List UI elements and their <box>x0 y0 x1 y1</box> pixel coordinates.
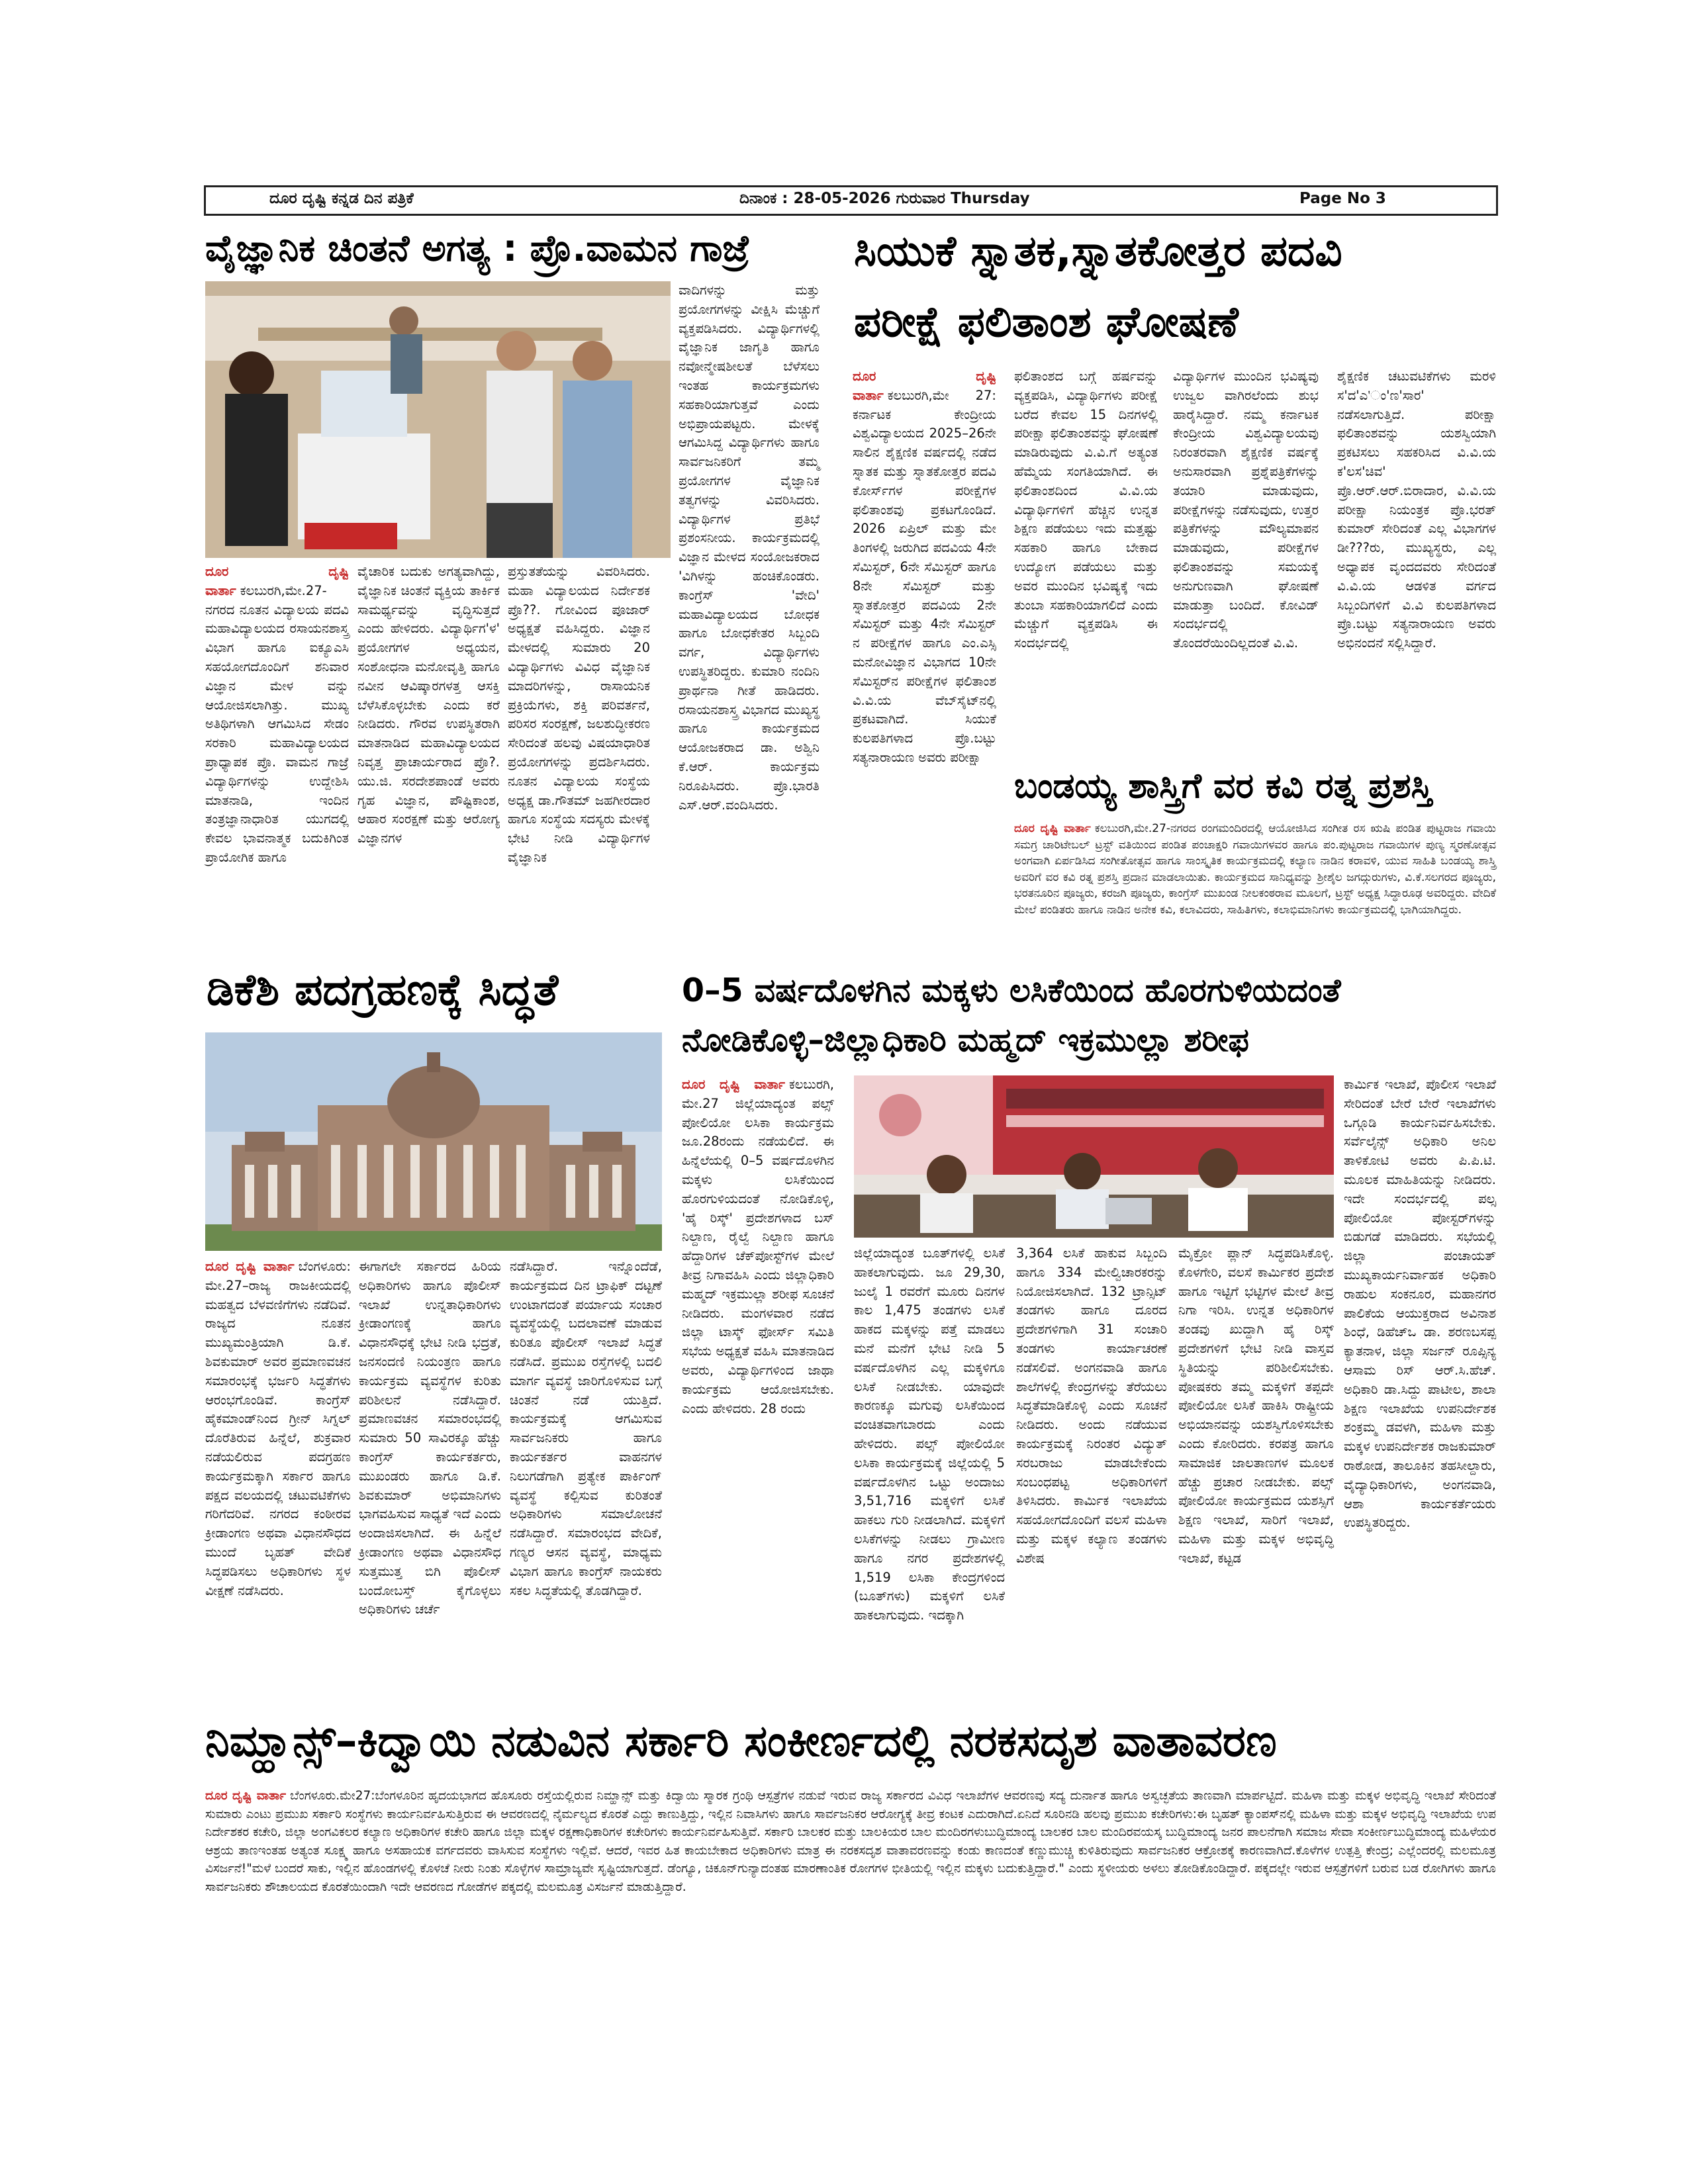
story2-column-4: ಶೈಕ್ಷಣಿಕ ಚಟುವಟಿಕೆಗಳು ಮರಳಿ ಸ'ದ'ಎ'ಂ'ಣ'ಸಾರ' ನಡೆಸಲಾಗುತ್ತಿದೆ. ಪರೀಕ್ಷಾ ಫಲಿತಾಂಶವನ್ನು ಯಶಸ್ವಿಯಾಗಿ ಪ್ರಕಟಿಸಲು ಸಹಕರಿಸಿದ ವಿ.ವಿ.ಯ ಕ'ಲಸ'ಚಿವ' ಪ್ರೊ.ಆರ್.ಆರ್.ಬಿರಾದಾರ, ವಿ.ವಿ.ಯ ಪರೀಕ್ಷಾ ನಿಯಂತ್ರಕ ಪ್ರೊ.ಭರತ್ ಕುಮಾರ್ ಸೇರಿದಂತೆ ಎಲ್ಲ ವಿಭಾಗಗಳ ಡೀ???ರು, ಮುಖ್ಯಸ್ಥರು, ಎಲ್ಲ ಅಧ್ಯಾಪಕ ವೃಂದದವರು ಸೇರಿದಂತೆ ವಿ.ವಿ.ಯ ಆಡಳಿತ ವರ್ಗದ ಸಿಬ್ಬಂದಿಗಳಿಗೆ ವಿ.ವಿ ಕುಲಪತಿಗಳಾದ ಪ್ರೊ.ಬಟ್ಟು ಸತ್ಯನಾರಾಯಣ ಅವರು ಅಭಿನಂದನೆ ಸಲ್ಲಿಸಿದ್ದಾರೆ. <box>1337 369 1496 651</box>
issue-date: ದಿನಾಂಕ : 28-05-2026 ಗುರುವಾರ Thursday <box>739 190 1030 207</box>
story3-body-text: ಕಲಬುರಗಿ,ಮೇ.27-ನಗರದ ರಂಗಮಂದಿರದಲ್ಲಿ ಆಯೋಜಿಸಿದ ಸಂಗೀತ ರಸ ಋಷಿ ಪಂಡಿತ ಪುಟ್ಟರಾಜ ಗವಾಯಿ ಸಮಗ್ರ ಚಾರಿಟೇಬಲ್ ಟ್ರಸ್ಟ್ ವತಿಯಿಂದ ಪಂಡಿತ ಪಂಚಾಕ್ಷರಿ ಗವಾಯಿಗಳವರ ಹಾಗೂ ಪಂ.ಪುಟ್ಟರಾಜ ಗವಾಯಿಗಳ ಪುಣ್ಯ ಸ್ಮರಣೋತ್ಸವ ಅಂಗವಾಗಿ ಏರ್ಪಡಿಸಿದ ಸಂಗೀತೋತ್ಸವ ಹಾಗೂ ಸಾಂಸ್ಕೃತಿಕ ಕಾರ್ಯಕ್ರಮದಲ್ಲಿ ಕಲ್ಯಾಣ ನಾಡಿನ ಕರಾವಳಿ, ಯುವ ಸಾಹಿತಿ ಬಂಡಯ್ಯ ಶಾಸ್ತ್ರಿ ಅವರಿಗೆ ವರ ಕವಿ ರತ್ನ ಪ್ರಶಸ್ತಿ ಪ್ರದಾನ ಮಾಡಲಾಯಿತು. ಕಾರ್ಯಕ್ರಮದ ಸಾನಿಧ್ಯವನ್ನು ಶ್ರೀಶೈಲ ಜಗದ್ಗುರುಗಳು, ವಿ.ಕೆ.ಸಲಗರದ ಪೂಜ್ಯರು, ಭರತನೂರಿನ ಪೂಜ್ಯರು, ಕರಜಗಿ ಪೂಜ್ಯರು, ಕಾಂಗ್ರೆಸ್ ಮುಖಂಡ ನೀಲಕಂಠರಾವ ಮೂಲಗೆ, ಟ್ರಸ್ಟ್ ಅಧ್ಯಕ್ಷ ಸಿದ್ಧಾರೂಢ ಅವರಿದ್ದರು. ವೇದಿಕೆ ಮೇಲೆ ಪಂಡಿತರು ಹಾಗೂ ನಾಡಿನ ಅನೇಕ ಕವಿ, ಕಲಾವಿದರು, ಸಾಹಿತಿಗಳು, ಕಲಾಭಿಮಾನಿಗಳು ಕಾರ್ಯಕ್ರಮದಲ್ಲಿ ಭಾಗಿಯಾಗಿದ್ದರು. <box>1014 822 1497 917</box>
story6-byline: ದೂರ ದೃಷ್ಟಿ ವಾರ್ತಾ <box>205 1789 287 1803</box>
story2-headline-line2: ಪರೀಕ್ಷೆ ಫಲಿತಾಂಶ ಘೋಷಣೆ <box>854 298 1239 347</box>
story6-headline: ನಿಮ್ಹಾನ್ಸ್–ಕಿದ್ವಾಯಿ ನಡುವಿನ ಸರ್ಕಾರಿ ಸಂಕೀರ್ಣದಲ್ಲಿ ನರಕಸದೃಶ ವಾತಾವರಣ <box>205 1715 1277 1766</box>
story2-byline: ದೂರ ದೃಷ್ಟಿ ವಾರ್ತಾ <box>853 369 996 403</box>
story5-column-1: ಜಿಲ್ಲೆಯಾದ್ಯಂತ ಬೂತ್‌ಗಳಲ್ಲಿ ಲಸಿಕೆ ಹಾಕಲಾಗುವುದು. ಜೂ 29,30, ಜುಲೈ 1 ರವರೆಗೆ ಮೂರು ದಿನಗಳ ಕಾಲ 1,475 ತಂಡಗಳು ಲಸಿಕೆ ಹಾಕದ ಮಕ್ಕಳನ್ನು ಪತ್ತೆ ಮಾಡಲು ಮನೆ ಮನೆಗೆ ಭೇಟಿ ನೀಡಿ 5 ವರ್ಷದೊಳಗಿನ ಎಲ್ಲ ಮಕ್ಕಳಿಗೂ ಲಸಿಕೆ ನೀಡಬೇಕು. ಯಾವುದೇ ಕಾರಣಕ್ಕೂ ಮಗುವು ಲಸಿಕೆಯಿಂದ ವಂಚಿತವಾಗಬಾರದು ಎಂದು ಹೇಳಿದರು. ಪಲ್ಸ್ ಪೋಲಿಯೋ ಲಸಿಕಾ ಕಾರ್ಯಕ್ರಮಕ್ಕೆ ಜಿಲ್ಲೆಯಲ್ಲಿ 5 ವರ್ಷದೊಳಗಿನ ಒಟ್ಟು ಅಂದಾಜು 3,51,716 ಮಕ್ಕಳಿಗೆ ಲಸಿಕೆ ಹಾಕಲು ಗುರಿ ನೀಡಲಾಗಿದೆ. ಮಕ್ಕಳಿಗೆ ಲಸಿಕೆಗಳನ್ನು ನೀಡಲು ಗ್ರಾಮೀಣ ಹಾಗೂ ನಗರ ಪ್ರದೇಶಗಳಲ್ಲಿ 1,519 ಲಸಿಕಾ ಕೇಂದ್ರಗಳಿಂದ (ಬೂತ್‌ಗಳು) ಮಕ್ಕಳಿಗೆ ಲಸಿಕೆ ಹಾಕಲಾಗುವುದು. ಇದಕ್ಕಾಗಿ <box>854 1246 1005 1623</box>
vidhana-soudha-photo <box>205 1032 662 1251</box>
page-number: Page No 3 <box>1299 190 1386 207</box>
story2-column-1 <box>853 367 996 953</box>
story2-column-2: ಫಲಿತಾಂಶದ ಬಗ್ಗೆ ಹರ್ಷವನ್ನು ವ್ಯಕ್ತಪಡಿಸಿ, ವಿದ್ಯಾರ್ಥಿಗಳು ಪರೀಕ್ಷೆ ಬರೆದ ಕೇವಲ 15 ದಿನಗಳಲ್ಲಿ ಪರೀಕ್ಷಾ ಫಲಿತಾಂಶವನ್ನು ಘೋಷಣೆ ಮಾಡಿರುವುದು ವಿ.ವಿ.ಗೆ ಅತ್ಯಂತ ಹೆಮ್ಮೆಯ ಸಂಗತಿಯಾಗಿದೆ. ಈ ಫಲಿತಾಂಶದಿಂದ ವಿ.ವಿ.ಯ ವಿದ್ಯಾರ್ಥಿಗಳಿಗೆ ಹೆಚ್ಚಿನ ಉನ್ನತ ಶಿಕ್ಷಣ ಪಡೆಯಲು ಇದು ಮತ್ತಷ್ಟು ಸಹಕಾರಿ ಹಾಗೂ ಬೇಕಾದ ಉದ್ಯೋಗ ಪಡೆಯಲು ಮತ್ತು ಅವರ ಮುಂದಿನ ಭವಿಷ್ಯಕ್ಕೆ ಇದು ತುಂಬಾ ಸಹಕಾರಿಯಾಗಲಿದೆ ಎಂದು ಮೆಚ್ಚುಗೆ ವ್ಯಕ್ತಪಡಿಸಿ ಈ ಸಂದರ್ಭದಲ್ಲಿ <box>1014 369 1158 651</box>
story5-headline-line2: ನೋಡಿಕೊಳ್ಳಿ–ಜಿಲ್ಲಾಧಿಕಾರಿ ಮಹ್ಮದ್ ಇಕ್ರಮುಲ್ಲಾ ಶರೀಫ <box>682 1021 1249 1059</box>
story5-photo-side-spacer <box>1178 1075 1334 1241</box>
story1-column-1 <box>205 563 349 953</box>
story6-body-text: ಬೆಂಗಳೂರು.ಮೇ27:ಬೆಂಗಳೂರಿನ ಹೃದಯಭಾಗದ ಹೊಸೂರು ರಸ್ತೆಯಲ್ಲಿರುವ ನಿಮ್ಹಾನ್ಸ್ ಮತ್ತು ಕಿದ್ವಾಯಿ ಸ್ಮಾರಕ ಗ್ರಂಥಿ ಆಸ್ಪತ್ರೆಗಳ ನಡುವೆ ಇರುವ ರಾಜ್ಯ ಸರ್ಕಾರದ ವಿವಿಧ ಇಲಾಖೆಗಳ ಆವರಣವು ಸದ್ಯ ದುರ್ನಾತ ಹಾಗೂ ಅಸ್ವಚ್ಛತೆಯ ತಾಣವಾಗಿ ಮಾರ್ಪಟ್ಟಿದೆ. ಮಹಿಳಾ ಮತ್ತು ಮಕ್ಕಳ ಅಭಿವೃದ್ಧಿ ಇಲಾಖೆ ಸೇರಿದಂತೆ ಸುಮಾರು ಎಂಟು ಪ್ರಮುಖ ಸರ್ಕಾರಿ ಸಂಸ್ಥೆಗಳು ಕಾರ್ಯನಿರ್ವಹಿಸುತ್ತಿರುವ ಈ ಆವರಣದಲ್ಲಿ ನೈರ್ಮಲ್ಯದ ಕೊರತೆ ಎದ್ದು ಕಾಣುತ್ತಿದ್ದು, ಇಲ್ಲಿನ ನಿವಾಸಿಗಳು ಹಾಗೂ ಸಾರ್ವಜನಿಕರ ಆರೋಗ್ಯಕ್ಕೆ ತೀವ್ರ ಕಂಟಕ ಎದುರಾಗಿದೆ.ಏನಿದೆ ಸೂರಿನಡಿ ಹಲವು ಪ್ರಮುಖ ಕಚೇರಿಗಳು:ಈ ಬೃಹತ್ ಕ್ಯಾಂಪಸ್‌ನಲ್ಲಿ ಮಹಿಳಾ ಮತ್ತು ಮಕ್ಕಳ ಅಭಿವೃದ್ಧಿ ಇಲಾಖೆಯ ಉಪ ನಿರ್ದೇಶಕರ ಕಚೇರಿ, ಜಿಲ್ಲಾ ಅಂಗವಿಕಲರ ಕಲ್ಯಾಣ ಅಧಿಕಾರಿಗಳ ಕಚೇರಿ ಹಾಗೂ ಜಿಲ್ಲಾ ಮಕ್ಕಳ ರಕ್ಷಣಾಧಿಕಾರಿಗಳ ಕಚೇರಿಗಳು ಕಾರ್ಯನಿರ್ವಹಿಸುತ್ತಿವೆ. ಸರ್ಕಾರಿ ಬಾಲಕರ ಮತ್ತು ಬಾಲಕಿಯರ ಬಾಲ ಮಂದಿರಗಳುಬುದ್ಧಿಮಾಂದ್ಯ ಬಾಲಕರ ಬಾಲ ಮಂದಿರವಯಸ್ಕ ಬುದ್ಧಿಮಾಂದ್ಯ ಜನರ ಪಾಲನೆಗಾಗಿ ಸಮಾಜ ಸೇವಾ ಸಂಕೀರ್ಣಬುದ್ಧಿಮಾಂದ್ಯ ಮಹಿಳೆಯರ ಆಶ್ರಯ ತಾಣಇಂತಹ ಅತ್ಯಂತ ಸೂಕ್ಷ್ಮ ಹಾಗೂ ಅಸಹಾಯಕ ವರ್ಗದವರು ವಾಸಿಸುವ ಸಂಸ್ಥೆಗಳು ಇಲ್ಲಿವೆ. ಆದರೆ, ಇವರ ಹಿತ ಕಾಯಬೇಕಾದ ಅಧಿಕಾರಿಗಳು ಮಾತ್ರ ಈ ನರಕಸದೃಶ ವಾತಾವರಣವನ್ನು ಕಂಡು ಕಾಣದಂತೆ ಕಣ್ಣುಮುಚ್ಚಿ ಕುಳಿತಿರುವುದು ಸಾರ್ವಜನಿಕರ ಆಕ್ರೋಶಕ್ಕೆ ಕಾರಣವಾಗಿದೆ.ಕೊಳೆಗಳ ಉತ್ಪತ್ತಿ ಕೇಂದ್ರ; ಎಲ್ಲೆಂದರಲ್ಲಿ ಮಲಮೂತ್ರ ವಿಸರ್ಜನೆ!"ಮಳೆ ಬಂದರೆ ಸಾಕು, ಇಲ್ಲಿನ ಹೊಂಡಗಳಲ್ಲಿ ಕೊಳಚೆ ನೀರು ನಿಂತು ಸೊಳ್ಳೆಗಳ ಸಾಮ್ರಾಜ್ಯವೇ ಸೃಷ್ಟಿಯಾಗುತ್ತದೆ. ಡೆಂಗ್ಯೂ, ಚಿಕೂನ್‌ಗುನ್ಯಾದಂತಹ ಮಾರಣಾಂತಿಕ ರೋಗಗಳ ಭೀತಿಯಲ್ಲಿ ಇಲ್ಲಿನ ಮಕ್ಕಳು ಬದುಕುತ್ತಿದ್ದಾರೆ." ಎಂದು ಸ್ಥಳೀಯರು ಅಳಲು ತೋಡಿಕೊಂಡಿದ್ದಾರೆ. ಪಕ್ಕದಲ್ಲೇ ಇರುವ ಆಸ್ಪತ್ರೆಗಳಿಗೆ ಬರುವ ಬಡ ರೋಗಿಗಳು ಹಾಗೂ ಸಾರ್ವಜನಿಕರು ಶೌಚಾಲಯದ ಕೊರತೆಯಿಂದಾಗಿ ಇದೇ ಆವರಣದ ಗೋಡೆಗಳ ಪಕ್ಕದಲ್ಲಿ ಮಲಮೂತ್ರ ವಿಸರ್ಜನೆ ಮಾಡುತ್ತಿದ್ದಾರೆ. <box>205 1789 1496 1894</box>
story1-column-3: ಪ್ರಸ್ತುತತೆಯನ್ನು ವಿವರಿಸಿದರು. ಮಹಾ ವಿದ್ಯಾಲಯದ ನಿರ್ದೇಶಕ ಪ್ರೊ??. ಗೋವಿಂದ ಪೂಜಾರ್ ಅಧ್ಯಕ್ಷತೆ ವಹಿಸಿದ್ದರು. ವಿಜ್ಞಾನ ಮೇಳದಲ್ಲಿ ಸುಮಾರು 20 ವಿದ್ಯಾರ್ಥಿಗಳು ವಿವಿಧ ವೈಜ್ಞಾನಿಕ ಮಾದರಿಗಳನ್ನು, ರಾಸಾಯನಿಕ ಪ್ರಕ್ರಿಯೆಗಳು, ಶಕ್ತಿ ಪರಿವರ್ತನೆ, ಪರಿಸರ ಸಂರಕ್ಷಣೆ, ಜಲಶುದ್ಧೀಕರಣ ಸೇರಿದಂತೆ ಹಲವು ವಿಷಯಾಧಾರಿತ ಪ್ರಯೋಗಗಳನ್ನು ಪ್ರದರ್ಶಿಸಿದರು. ನೂತನ ವಿದ್ಯಾಲಯ ಸಂಸ್ಥೆಯ ಅಧ್ಯಕ್ಷ ಡಾ.ಗೌತಮ್ ಜಹಗೀರದಾರ ಹಾಗೂ ಸಂಸ್ಥೆಯ ಸದಸ್ಯರು ಮೇಳಕ್ಕೆ ಭೇಟಿ ನೀಡಿ ವಿದ್ಯಾರ್ಥಿಗಳ ವೈಜ್ಞಾನಿಕ <box>508 564 650 865</box>
story6-body <box>205 1787 1496 1952</box>
story5-headline-line1: 0–5 ವರ್ಷದೊಳಗಿನ ಮಕ್ಕಳು ಲಸಿಕೆಯಿಂದ ಹೊರಗುಳಿಯದಂತೆ <box>682 972 1341 1009</box>
story5-colleft-text: ಕಲಬುರಗಿ, ಮೇ.27 ಜಿಲ್ಲೆಯಾದ್ಯಂತ ಪಲ್ಸ್ ಪೋಲಿಯೋ ಲಸಿಕಾ ಕಾರ್ಯಕ್ರಮ ಜೂ.28ರಂದು ನಡೆಯಲಿದೆ. ಈ ಹಿನ್ನೆಲೆಯಲ್ಲಿ 0–5 ವರ್ಷದೊಳಗಿನ ಮಕ್ಕಳು ಲಸಿಕೆಯಿಂದ ಹೊರಗುಳಿಯದಂತೆ ನೋಡಿಕೊಳ್ಳಿ, 'ಹೈ ರಿಸ್ಕ್' ಪ್ರದೇಶಗಳಾದ ಬಸ್ ನಿಲ್ದಾಣ, ರೈಲ್ವೆ ನಿಲ್ದಾಣ ಹಾಗೂ ಹೆದ್ದಾರಿಗಳ ಚೆಕ್‌ಪೋಸ್ಟ್‌ಗಳ ಮೇಲೆ ತೀವ್ರ ನಿಗಾವಹಿಸಿ ಎಂದು ಜಿಲ್ಲಾಧಿಕಾರಿ ಮಹ್ಮದ್ ಇಕ್ರಮುಲ್ಲಾ ಶರೀಫ ಸೂಚನೆ ನೀಡಿದರು. ಮಂಗಳವಾರ ನಡೆದ ಜಿಲ್ಲಾ ಟಾಸ್ಕ್ ಫೋರ್ಸ್ ಸಮಿತಿ ಸಭೆಯ ಅಧ್ಯಕ್ಷತೆ ವಹಿಸಿ ಮಾತನಾಡಿದ ಅವರು, ವಿದ್ಯಾರ್ಥಿಗಳಿಂದ ಜಾಥಾ ಕಾರ್ಯಕ್ರಮ ಆಯೋಜಿಸಬೇಕು. ಎಂದು ಹೇಳಿದರು. 28 ರಂದು <box>682 1077 834 1416</box>
story4-headline: ಡಿಕೆಶಿ ಪದಗ್ರಹಣಕ್ಕೆ ಸಿದ್ಧತೆ <box>207 964 559 1015</box>
story1-col1-text: ಕಲಬುರಗಿ,ಮೇ.27-ನಗರದ ನೂತನ ವಿದ್ಯಾಲಯ ಪದವಿ ಮಹಾವಿದ್ಯಾಲಯದ ರಸಾಯನಶಾಸ್ತ್ರ ವಿಭಾಗ ಹಾಗೂ ಐಕ್ಯೂಎಸಿ ಸಹಯೋಗದೊಂದಿಗೆ ಶನಿವಾರ ವಿಜ್ಞಾನ ಮೇಳ ವನ್ನು ಆಯೋಜಿಸಲಾಗಿತ್ತು. ಮುಖ್ಯ ಅತಿಥಿಗಳಾಗಿ ಆಗಮಿಸಿದ ಸೇಡಂ ಸರಕಾರಿ ಮಹಾವಿದ್ಯಾಲಯದ ಪ್ರಾಧ್ಯಾಪಕ ಪ್ರೊ. ವಾಮನ ಗಾಜ್ರೆ ವಿದ್ಯಾರ್ಥಿಗಳನ್ನು ಉದ್ದೇಶಿಸಿ ಮಾತನಾಡಿ, ಇಂದಿನ ತಂತ್ರಜ್ಞಾನಾಧಾರಿತ ಯುಗದಲ್ಲಿ ಕೇವಲ ಭಾವನಾತ್ಮಕ ಬದುಕಿಗಿಂತ ಪ್ರಾಯೋಗಿಕ ಹಾಗೂ <box>205 582 349 865</box>
story5-column-3: ಮೈಕ್ರೋ ಪ್ಲಾನ್ ಸಿದ್ಧಪಡಿಸಿಕೊಳ್ಳಿ. ಕೊಳಗೇರಿ, ವಲಸೆ ಕಾರ್ಮಿಕರ ಪ್ರದೇಶ ಹಾಗೂ ಇಟ್ಟಿಗೆ ಭಟ್ಟಿಗಳ ಮೇಲೆ ತೀವ್ರ ನಿಗಾ ಇರಿಸಿ. ಉನ್ನತ ಅಧಿಕಾರಿಗಳ ತಂಡವು ಖುದ್ದಾಗಿ ಹೈ ರಿಸ್ಕ್ ಪ್ರದೇಶಗಳಿಗೆ ಭೇಟಿ ನೀಡಿ ವಾಸ್ತವ ಸ್ಥಿತಿಯನ್ನು ಪರಿಶೀಲಿಸಬೇಕು. ಪೋಷಕರು ತಮ್ಮ ಮಕ್ಕಳಿಗೆ ತಪ್ಪದೇ ಪೋಲಿಯೋ ಲಸಿಕೆ ಹಾಕಿಸಿ ರಾಷ್ಟ್ರೀಯ ಅಭಿಯಾನವನ್ನು ಯಶಸ್ವಿಗೊಳಿಸಬೇಕು ಎಂದು ಕೋರಿದರು. ಕರಪತ್ರ ಹಾಗೂ ಸಾಮಾಜಿಕ ಜಾಲತಾಣಗಳ ಮೂಲಕ ಹೆಚ್ಚು ಪ್ರಚಾರ ನೀಡಬೇಕು. ಪಲ್ಸ್ ಪೋಲಿಯೋ ಕಾರ್ಯಕ್ರಮದ ಯಶಸ್ಸಿಗೆ ಶಿಕ್ಷಣ ಇಲಾಖೆ, ಸಾರಿಗೆ ಇಲಾಖೆ, ಮಹಿಳಾ ಮತ್ತು ಮಕ್ಕಳ ಅಭಿವೃದ್ಧಿ ಇಲಾಖೆ, ಕಟ್ಟಡ <box>1178 1246 1334 1566</box>
story5-column-2: 3,364 ಲಸಿಕೆ ಹಾಕುವ ಸಿಬ್ಬಂದಿ ಹಾಗೂ 334 ಮೇಲ್ವಿಚಾರಕರನ್ನು ನಿಯೋಜಿಸಲಾಗಿದೆ. 132 ಟ್ರಾನ್ಸಿಟ್ ತಂಡಗಳು ಹಾಗೂ ದೂರದ ಪ್ರದೇಶಗಳಿಗಾಗಿ 31 ಸಂಚಾರಿ ತಂಡಗಳು ಕಾರ್ಯಾಚರಣೆ ನಡೆಸಲಿವೆ. ಅಂಗನವಾಡಿ ಹಾಗೂ ಶಾಲೆಗಳಲ್ಲಿ ಕೇಂದ್ರಗಳನ್ನು ತೆರೆಯಲು ಸಿದ್ಧತೆಮಾಡಿಕೊಳ್ಳಿ ಎಂದು ಸೂಚನೆ ನೀಡಿದರು. ಅಂದು ನಡೆಯುವ ಕಾರ್ಯಕ್ರಮಕ್ಕೆ ನಿರಂತರ ವಿದ್ಯುತ್ ಸರಬರಾಜು ಮಾಡಬೇಕೆಂದು ಸಂಬಂಧಪಟ್ಟ ಅಧಿಕಾರಿಗಳಿಗೆ ತಿಳಿಸಿದರು. ಕಾರ್ಮಿಕ ಇಲಾಖೆಯ ಸಹಯೋಗದೊಂದಿಗೆ ವಲಸೆ ಮಹಿಳಾ ಮತ್ತು ಮಕ್ಕಳ ಕಲ್ಯಾಣ ತಂಡಗಳು ವಿಶೇಷ <box>1016 1246 1167 1566</box>
story1-column-4 <box>662 563 820 953</box>
story1-headline: ವೈಜ್ಞಾನಿಕ ಚಿಂತನೆ ಅಗತ್ಯ : ಪ್ರೊ.ವಾಮನ ಗಾಜ್ರೆ <box>205 227 750 269</box>
story3-byline: ದೂರ ದೃಷ್ಟಿ ವಾರ್ತಾ <box>1014 822 1091 835</box>
story2-headline-line1: ಸಿಯುಕೆ ಸ್ನಾತಕ,ಸ್ನಾತಕೋತ್ತರ ಪದವಿ <box>854 227 1342 276</box>
story1-byline: ದೂರ ದೃಷ್ಟಿ ವಾರ್ತಾ <box>205 564 349 598</box>
story2-col1-text: ಕಲಬುರಗಿ,ಮೇ 27: ಕರ್ನಾಟಕ ಕೇಂದ್ರೀಯ ವಿಶ್ವವಿದ್ಯಾಲಯದ 2025–26ನೇ ಸಾಲಿನ ಶೈಕ್ಷಣಿಕ ವರ್ಷದಲ್ಲಿ ನಡೆದ ಸ್ನಾತಕ ಮತ್ತು ಸ್ನಾತಕೋತ್ತರ ಪದವಿ ಕೋರ್ಸ್‌ಗಳ ಪರೀಕ್ಷೆಗಳ ಫಲಿತಾಂಶವು ಪ್ರಕಟಗೊಂಡಿದೆ. 2026 ಏಪ್ರಿಲ್ ಮತ್ತು ಮೇ ತಿಂಗಳಲ್ಲಿ ಜರುಗಿದ ಪದವಿಯ 4ನೇ ಸೆಮಿಸ್ಟರ್, 6ನೇ ಸೆಮಿಸ್ಟರ್ ಹಾಗೂ 8ನೇ ಸೆಮಿಸ್ಟರ್ ಮತ್ತು ಸ್ನಾತಕೋತ್ತರ ಪದವಿಯ 2ನೇ ಸೆಮಿಸ್ಟರ್ ಮತ್ತು 4ನೇ ಸೆಮಿಸ್ಟರ್ ನ ಪರೀಕ್ಷೆಗಳ ಹಾಗೂ ಎಂ.ಎಸ್ಸಿ ಮನೋವಿಜ್ಞಾನ ವಿಭಾಗದ 10ನೇ ಸೆಮಿಸ್ಟರ್‌ನ ಪರೀಕ್ಷೆಗಳ ಫಲಿತಾಂಶ ವಿ.ವಿ.ಯ ವೆಬ್‌ಸೈಟ್‌ನಲ್ಲಿ ಪ್ರಕಟವಾಗಿದೆ. ಸಿಯುಕೆ ಕುಲಪತಿಗಳಾದ ಪ್ರೊ.ಬಟ್ಟು ಸತ್ಯನಾರಾಯಣ ಅವರು ಪರೀಕ್ಷಾ <box>853 387 996 765</box>
story3-body <box>1014 821 1496 953</box>
story1-column-2: ವೈಚಾರಿಕ ಬದುಕು ಅಗತ್ಯವಾಗಿದ್ದು, ವೈಜ್ಞಾನಿಕ ಚಿಂತನೆ ವ್ಯಕ್ತಿಯ ತಾರ್ಕಿಕ ಸಾಮರ್ಥ್ಯವನ್ನು ವೃದ್ಧಿಸುತ್ತದೆ ಎಂದು ಹೇಳಿದರು. ವಿದ್ಯಾರ್ಥಿಗ'ಳ' ಪ್ರಯೋಗಗಳ ಅಧ್ಯಯನ, ಸಂಶೋಧನಾ ಮನೋವೃತ್ತಿ ಹಾಗೂ ನವೀನ ಆವಿಷ್ಕಾರಗಳತ್ತ ಆಸಕ್ತಿ ಬೆಳೆಸಿಕೊಳ್ಳಬೇಕು ಎಂದು ಕರೆ ನೀಡಿದರು. ಗೌರವ ಉಪಸ್ಥಿತರಾಗಿ ಮಾತನಾಡಿದ ಮಹಾವಿದ್ಯಾಲಯದ ನಿವೃತ್ತ ಪ್ರಾಚಾರ್ಯರಾದ ಪ್ರೊ?. ಯು.ಜಿ. ಸರದೇಶಪಾಂಡೆ ಅವರು ಗೃಹ ವಿಜ್ಞಾನ, ಪೌಷ್ಟಿಕಾಂಶ, ಆಹಾರ ಸಂರಕ್ಷಣೆ ಮತ್ತು ಆರೋಗ್ಯ ವಿಜ್ಞಾನಗಳ <box>357 564 500 846</box>
story4-column-1 <box>205 1257 351 1704</box>
story5-byline: ದೂರ ದೃಷ್ಟಿ ವಾರ್ತಾ <box>682 1077 785 1092</box>
masthead-bar <box>204 185 1498 216</box>
story4-byline: ದೂರ ದೃಷ್ಟಿ ವಾರ್ತಾ <box>205 1259 295 1274</box>
story4-column-3: ನಡೆಸಿದ್ದಾರೆ. ಇನ್ನೊಂದೆಡೆ, ಕಾರ್ಯಕ್ರಮದ ದಿನ ಟ್ರಾಫಿಕ್ ದಟ್ಟಣೆ ಉಂಟಾಗದಂತೆ ಪರ್ಯಾಯ ಸಂಚಾರ ವ್ಯವಸ್ಥೆಯಲ್ಲಿ ಬದಲಾವಣೆ ಮಾಡುವ ಕುರಿತೂ ಪೊಲೀಸ್ ಇಲಾಖೆ ಸಿದ್ಧತೆ ನಡೆಸಿದೆ. ಪ್ರಮುಖ ರಸ್ತೆಗಳಲ್ಲಿ ಬದಲಿ ಮಾರ್ಗ ವ್ಯವಸ್ಥೆ ಜಾರಿಗೊಳಿಸುವ ಬಗ್ಗೆ ಚಿಂತನೆ ನಡೆ ಯುತ್ತಿದೆ. ಕಾರ್ಯಕ್ರಮಕ್ಕೆ ಆಗಮಿಸುವ ಸಾರ್ವಜನಿಕರು ಹಾಗೂ ಕಾರ್ಯಕರ್ತರ ವಾಹನಗಳ ನಿಲುಗಡೆಗಾಗಿ ಪ್ರತ್ಯೇಕ ಪಾರ್ಕಿಂಗ್ ವ್ಯವಸ್ಥೆ ಕಲ್ಪಿಸುವ ಕುರಿತಂತೆ ಅಧಿಕಾರಿಗಳು ಸಮಾಲೋಚನೆ ನಡೆಸಿದ್ದಾರೆ. ಸಮಾರಂಭದ ವೇದಿಕೆ, ಗಣ್ಯರ ಆಸನ ವ್ಯವಸ್ಥೆ, ಮಾಧ್ಯಮ ವಿಭಾಗ ಹಾಗೂ ಕಾಂಗ್ರೆಸ್ ನಾಯಕರು ಸಕಲ ಸಿದ್ಧತೆಯಲ್ಲಿ ತೊಡಗಿದ್ದಾರೆ. <box>510 1259 662 1598</box>
story4-col1-text: ಬೆಂಗಳೂರು: ಮೇ.27–ರಾಜ್ಯ ರಾಜಕೀಯದಲ್ಲಿ ಮಹತ್ವದ ಬೆಳವಣಿಗೆಗಳು ನಡೆದಿವೆ. ರಾಜ್ಯದ ನೂತನ ಮುಖ್ಯಮಂತ್ರಿಯಾಗಿ ಡಿ.ಕೆ. ಶಿವಕುಮಾರ್ ಅವರ ಪ್ರಮಾಣವಚನ ಸಮಾರಂಭಕ್ಕೆ ಭರ್ಜರಿ ಸಿದ್ಧತೆಗಳು ಆರಂಭಗೊಂಡಿವೆ. ಕಾಂಗ್ರೆಸ್ ಹೈಕಮಾಂಡ್‌ನಿಂದ ಗ್ರೀನ್ ಸಿಗ್ನಲ್ ದೊರೆತಿರುವ ಹಿನ್ನೆಲೆ, ಶುಕ್ರವಾರ ನಡೆಯಲಿರುವ ಪದಗ್ರಹಣ ಕಾರ್ಯಕ್ರಮಕ್ಕಾಗಿ ಸರ್ಕಾರ ಹಾಗೂ ಪಕ್ಷದ ವಲಯದಲ್ಲಿ ಚಟುವಟಿಕೆಗಳು ಗರಿಗೆದರಿವೆ. ನಗರದ ಕಂಠೀರವ ಕ್ರೀಡಾಂಗಣ ಅಥವಾ ವಿಧಾನಸೌಧದ ಮುಂದೆ ಬೃಹತ್ ವೇದಿಕೆ ಸಿದ್ಧಪಡಿಸಲು ಅಧಿಕಾರಿಗಳು ಸ್ಥಳ ವೀಕ್ಷಣೆ ನಡೆಸಿದರು. <box>205 1259 351 1598</box>
story5-column-right: ಕಾರ್ಮಿಕ ಇಲಾಖೆ, ಪೊಲೀಸ ಇಲಾಖೆ ಸೇರಿದಂತೆ ಬೇರೆ ಬೇರೆ ಇಲಾಖೆಗಳು ಒಗ್ಗೂಡಿ ಕಾರ್ಯನಿರ್ವಹಿಸಬೇಕು. ಸರ್ವೆಲೈನ್ಸ್ ಅಧಿಕಾರಿ ಅನಿಲ ತಾಳಿಕೋಟಿ ಅವರು ಪಿ.ಪಿ.ಟಿ. ಮೂಲಕ ಮಾಹಿತಿಯನ್ನು ನೀಡಿದರು. ಇದೇ ಸಂದರ್ಭದಲ್ಲಿ ಪಲ್ಸ ಪೋಲಿಯೋ ಪೋಸ್ಟರ್‌ಗಳನ್ನು ಬಿಡುಗಡೆ ಮಾಡಿದರು. ಸಭೆಯಲ್ಲಿ ಜಿಲ್ಲಾ ಪಂಚಾಯತ್ ಮುಖ್ಯಕಾರ್ಯನಿರ್ವಾಹಕ ಅಧಿಕಾರಿ ರಾಹುಲ ಸಂಕನೂರ, ಮಹಾನಗರ ಪಾಲಿಕೆಯ ಆಯುಕ್ತರಾದ ಅವಿನಾಶ ಶಿಂಧೆ, ಡಿಹೆಚ್ಒ ಡಾ. ಶರಣಬಸಪ್ಪ ಕ್ಯಾತನಾಳ, ಜಿಲ್ಲಾ ಸರ್ಜನ್ ರೂಪ್ಸಿನ್ಯ ಆಸಾಮ ರಿಸ್ ಆರ್.ಸಿ.ಹೆಚ್. ಅಧಿಕಾರಿ ಡಾ.ಸಿದ್ದು ಪಾಟೀಲ, ಶಾಲಾ ಶಿಕ್ಷಣ ಇಲಾಖೆಯ ಉಪನಿರ್ದೇಶಕ ಶಂಕ್ರಮ್ಮ ಡವಳಗಿ, ಮಹಿಳಾ ಮತ್ತು ಮಕ್ಕಳ ಉಪನಿರ್ದೇಶಕ ರಾಜಕುಮಾರ್ ರಾಠೋಡ, ತಾಲೂಕಿನ ತಹಸೀಲ್ದಾರು, ವೈದ್ಯಾಧಿಕಾರಿಗಳು, ಅಂಗನವಾಡಿ, ಆಶಾ ಕಾರ್ಯಕರ್ತೆಯರು ಉಪಸ್ಥಿತರಿದ್ದರು. <box>1344 1077 1496 1531</box>
story5-column-left <box>682 1075 834 1704</box>
science-fair-photo <box>205 281 671 558</box>
story4-column-2: ಈಗಾಗಲೇ ಸರ್ಕಾರದ ಹಿರಿಯ ಅಧಿಕಾರಿಗಳು ಹಾಗೂ ಪೊಲೀಸ್ ಇಲಾಖೆ ಉನ್ನತಾಧಿಕಾರಿಗಳು ಕ್ರೀಡಾಂಗಣಕ್ಕೆ ಹಾಗೂ ವಿಧಾನಸೌಧಕ್ಕೆ ಭೇಟಿ ನೀಡಿ ಭದ್ರತೆ, ಜನಸಂದಣಿ ನಿಯಂತ್ರಣ ಹಾಗೂ ಕಾರ್ಯಕ್ರಮ ವ್ಯವಸ್ಥೆಗಳ ಕುರಿತು ಪರಿಶೀಲನೆ ನಡೆಸಿದ್ದಾರೆ. ಪ್ರಮಾಣವಚನ ಸಮಾರಂಭದಲ್ಲಿ ಸುಮಾರು 50 ಸಾವಿರಕ್ಕೂ ಹೆಚ್ಚು ಕಾಂಗ್ರೆಸ್ ಕಾರ್ಯಕರ್ತರು, ಮುಖಂಡರು ಹಾಗೂ ಡಿ.ಕೆ. ಶಿವಕುಮಾರ್ ಅಭಿಮಾನಿಗಳು ಭಾಗವಹಿಸುವ ಸಾಧ್ಯತೆ ಇದೆ ಎಂದು ಅಂದಾಜಿಸಲಾಗಿದೆ. ಈ ಹಿನ್ನೆಲೆ ಕ್ರೀಡಾಂಗಣ ಅಥವಾ ವಿಧಾನಸೌಧ ಸುತ್ತಮುತ್ತ ಬಿಗಿ ಪೊಲೀಸ್ ಬಂದೋಬಸ್ತ್ ಕೈಗೊಳ್ಳಲು ಅಧಿಕಾರಿಗಳು ಚರ್ಚೆ <box>359 1259 501 1617</box>
story2-column-3: ವಿದ್ಯಾರ್ಥಿಗಳ ಮುಂದಿನ ಭವಿಷ್ಯವು ಉಜ್ವಲ ವಾಗಿರಲೆಂದು ಶುಭ ಹಾರೈಸಿದ್ದಾರೆ. ನಮ್ಮ ಕರ್ನಾಟಕ ಕೇಂದ್ರೀಯ ವಿಶ್ವವಿದ್ಯಾಲಯವು ನಿರಂತರವಾಗಿ ಶೈಕ್ಷಣಿಕ ವರ್ಷಕ್ಕೆ ಅನುಸಾರವಾಗಿ ಪ್ರಶ್ನೆಪತ್ರಿಕೆಗಳನ್ನು ತಯಾರಿ ಮಾಡುವುದು, ಪರೀಕ್ಷೆಗಳನ್ನು ನಡೆಸುವುದು, ಉತ್ತರ ಪತ್ರಿಕೆಗಳನ್ನು ಮೌಲ್ಯಮಾಪನ ಮಾಡುವುದು, ಪರೀಕ್ಷೆಗಳ ಫಲಿತಾಂಶವನ್ನು ಸಮಯಕ್ಕೆ ಅನುಗುಣವಾಗಿ ಘೋಷಣೆ ಮಾಡುತ್ತಾ ಬಂದಿದೆ. ಕೋವಿಡ್ ಸಂದರ್ಭದಲ್ಲಿ ತೊಂದರೆಯಿಂದಿಲ್ಲದಂತೆ ವಿ.ವಿ. <box>1173 369 1319 651</box>
story1-column-right: ವಾದಿಗಳನ್ನು ಮತ್ತು ಪ್ರಯೋಗಗಳನ್ನು ವೀಕ್ಷಿಸಿ ಮೆಚ್ಚುಗೆ ವ್ಯಕ್ತಪಡಿಸಿದರು. ವಿದ್ಯಾರ್ಥಿಗಳಲ್ಲಿ ವೈಜ್ಞಾನಿಕ ಜಾಗೃತಿ ಹಾಗೂ ನವೋನ್ಮೇಷಶೀಲತೆ ಬೆಳೆಸಲು ಇಂತಹ ಕಾರ್ಯಕ್ರಮಗಳು ಸಹಕಾರಿಯಾಗುತ್ತವೆ ಎಂದು ಅಭಿಪ್ರಾಯಪಟ್ಟರು. ಮೇಳಕ್ಕೆ ಆಗಮಿಸಿದ್ದ ವಿದ್ಯಾರ್ಥಿಗಳು ಹಾಗೂ ಸಾರ್ವಜನಿಕರಿಗೆ ತಮ್ಮ ಪ್ರಯೋಗಗಳ ವೈಜ್ಞಾನಿಕ ತತ್ವಗಳನ್ನು ವಿವರಿಸಿದರು. ವಿದ್ಯಾರ್ಥಿಗಳ ಪ್ರತಿಭೆ ಪ್ರಶಂಸನೀಯ. ಕಾರ್ಯಕ್ರಮದಲ್ಲಿ ವಿಜ್ಞಾನ ಮೇಳದ ಸಂಯೋಜಕರಾದ 'ವಿಗಿಳನ್ನು ಹಂಚಿಕೊಂಡರು. ಕಾಂಗ್ರೆಸ್ 'ವೇದಿ' ಮಹಾವಿದ್ಯಾಲಯದ ಬೋಧಕ ಹಾಗೂ ಬೋಧಕೇತರ ಸಿಬ್ಬಂದಿ ವರ್ಗ, ವಿದ್ಯಾರ್ಥಿಗಳು ಉಪಸ್ಥಿತರಿದ್ದರು. ಕುಮಾರಿ ನಂದಿನಿ ಪ್ರಾರ್ಥನಾ ಗೀತೆ ಹಾಡಿದರು. ರಸಾಯನಶಾಸ್ತ್ರ ವಿಭಾಗದ ಮುಖ್ಯಸ್ಥ ಹಾಗೂ ಕಾರ್ಯಕ್ರಮದ ಆಯೋಜಕರಾದ ಡಾ. ಅಶ್ವಿನಿ ಕೆ.ಆರ್. ಕಾರ್ಯಕ್ರಮ ನಿರೂಪಿಸಿದರು. ಪ್ರೊ.ಭಾರತಿ ಎಸ್.ಆರ್.ವಂದಿಸಿದರು. <box>679 283 820 813</box>
paper-name: ದೂರ ದೃಷ್ಟಿ ಕನ್ನಡ ದಿನ ಪತ್ರಿಕೆ <box>269 190 414 207</box>
story3-headline: ಬಂಡಯ್ಯ ಶಾಸ್ತ್ರಿಗೆ ವರ ಕವಿ ರತ್ನ ಪ್ರಶಸ್ತಿ <box>1014 766 1432 806</box>
